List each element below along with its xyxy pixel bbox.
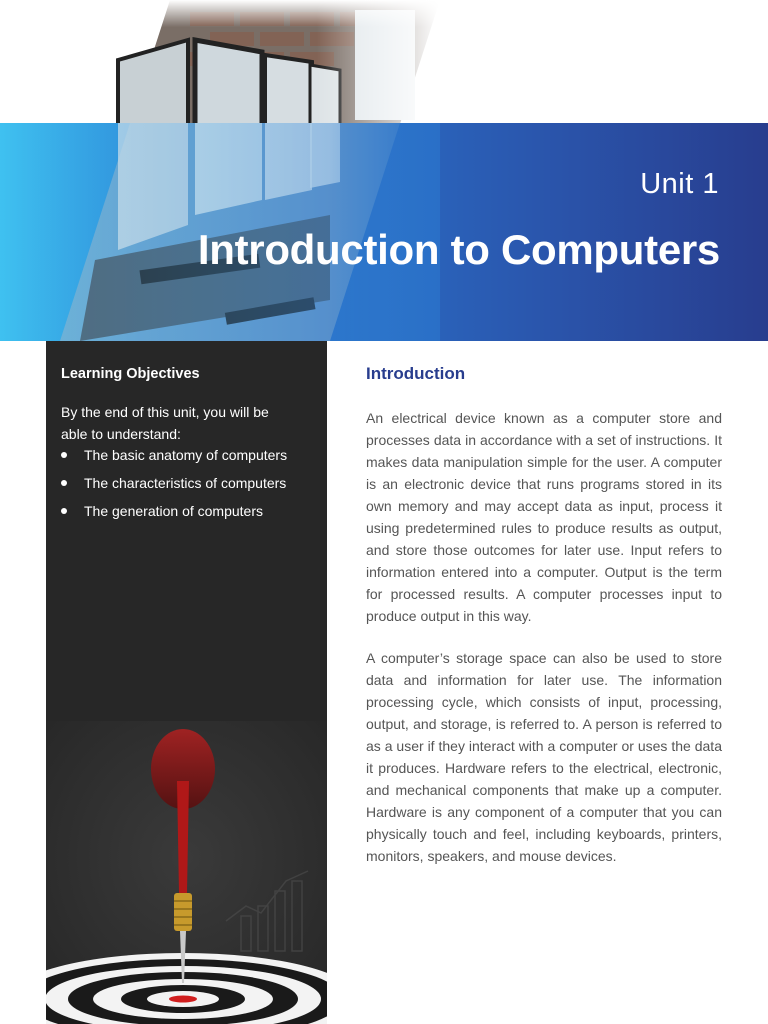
- objective-text: The basic anatomy of computers: [84, 447, 288, 463]
- learning-objectives-sidebar: [46, 341, 327, 1024]
- banner-photo-overlay: [0, 0, 440, 341]
- body-paragraph: An electrical device known as a computer store and processes data in accordance with a set of instructions. It makes data manipulation simple for the user. A computer is an electronic device that runs programs stored in its own memory and may accept data as input, process it using predetermined rules to produce results as output, and store those outcomes for later use. Input refers to information entered into a computer. Output is the term for processed results. A computer processes input to produce output in this way.: [366, 410, 722, 624]
- unit-label: Unit 1: [640, 168, 719, 200]
- dart-bullseye-image: [46, 721, 327, 1024]
- page-title: Introduction to Computers: [197, 226, 720, 273]
- bullet-icon: [61, 452, 67, 458]
- sidebar-intro: By the end of this unit, you will be able to understand:: [61, 404, 269, 442]
- list-item: [61, 500, 311, 522]
- bullet-icon: [61, 480, 67, 486]
- list-item: [61, 444, 311, 466]
- objective-text: The characteristics of computers: [84, 475, 287, 491]
- bullet-icon: [61, 508, 67, 514]
- list-item: [61, 472, 311, 494]
- objective-text: The generation of computers: [84, 503, 263, 519]
- body-paragraph: A computer’s storage space can also be used to store data and information for later use. The information processing cycle, which consists of input, processing, output, and storage, is referred to. A person is referred to as a user if they interact with a computer or uses the data it produces. Hardware refers to the electrical, electronic, and mechanical components that make up a computer. Hardware is any component of a computer that you can physically touch and feel, including keyboards, printers, monitors, speakers, and mouse devices.: [366, 650, 722, 864]
- section-heading: Introduction: [366, 364, 466, 383]
- objectives-list: [61, 444, 311, 528]
- sidebar-heading: Learning Objectives: [61, 366, 200, 382]
